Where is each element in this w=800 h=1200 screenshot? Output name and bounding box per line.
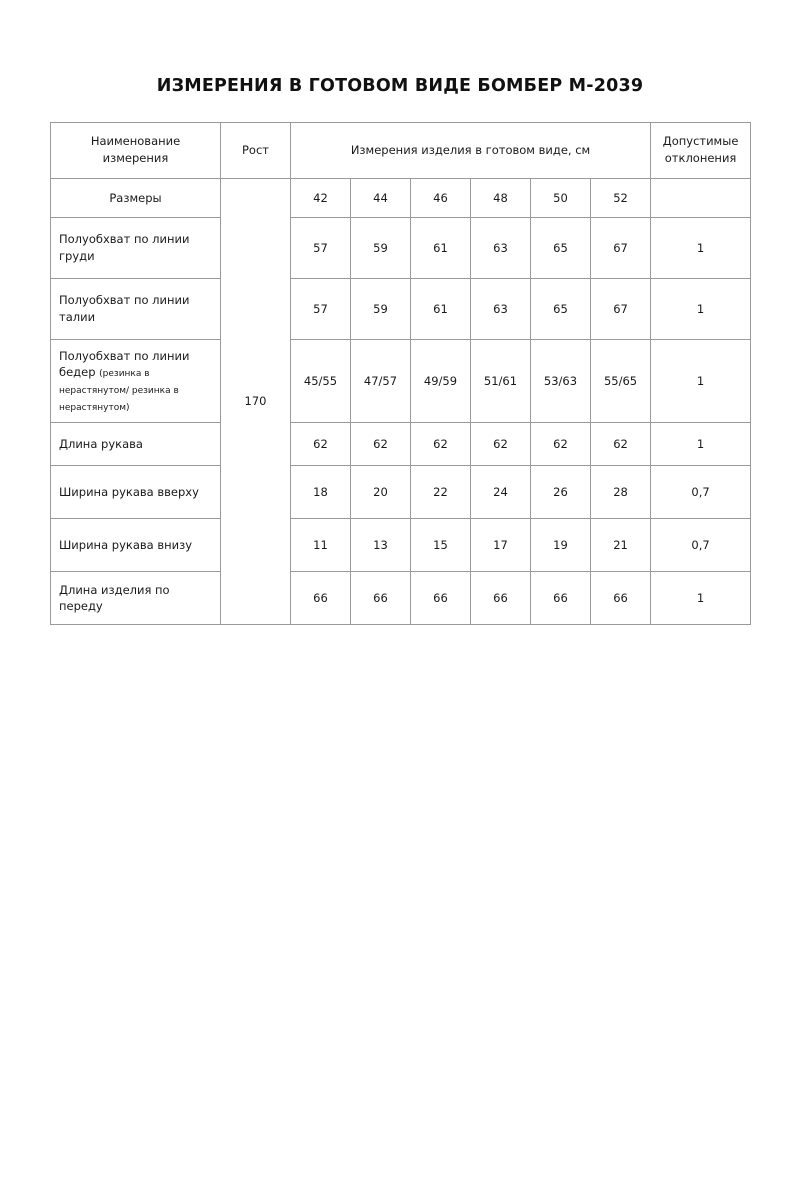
row-deviation: 0,7 [651, 466, 751, 519]
row-value: 62 [291, 423, 351, 466]
table-row [51, 519, 751, 572]
row-name [51, 466, 221, 519]
size-value: 52 [591, 178, 651, 217]
size-value: 46 [411, 178, 471, 217]
row-value: 66 [471, 572, 531, 625]
row-value: 62 [531, 423, 591, 466]
measurements-table [50, 122, 751, 625]
row-deviation: 0,7 [651, 519, 751, 572]
row-value: 66 [531, 572, 591, 625]
row-value: 63 [471, 278, 531, 339]
row-deviation: 1 [651, 278, 751, 339]
header-measurement-name [51, 123, 221, 179]
row-name [51, 519, 221, 572]
row-deviation: 1 [651, 572, 751, 625]
row-name-line2: бедер [59, 365, 96, 380]
row-value: 28 [591, 466, 651, 519]
row-name-line2: груди [59, 248, 95, 263]
row-value: 61 [411, 217, 471, 278]
row-name-line1: Длина изделия по [59, 582, 170, 597]
row-name-line1: Ширина рукава внизу [59, 537, 193, 552]
row-value: 63 [471, 217, 531, 278]
row-value: 62 [411, 423, 471, 466]
header-deviation [651, 123, 751, 179]
size-value: 42 [291, 178, 351, 217]
row-value: 65 [531, 278, 591, 339]
row-value: 26 [531, 466, 591, 519]
row-deviation: 1 [651, 423, 751, 466]
header-deviation-line2: отклонения [664, 151, 737, 166]
size-value: 44 [351, 178, 411, 217]
row-name-line1: Ширина рукава вверху [59, 484, 199, 499]
row-value: 67 [591, 217, 651, 278]
row-name [51, 572, 221, 625]
size-value: 48 [471, 178, 531, 217]
table-row [51, 466, 751, 519]
row-value: 57 [291, 217, 351, 278]
header-name-line2: измерения [102, 151, 169, 166]
row-value: 19 [531, 519, 591, 572]
row-value: 59 [351, 278, 411, 339]
row-name-sub: (резинка в нерастянутом/ резинка в нерастянутом) [59, 369, 179, 413]
row-value: 15 [411, 519, 471, 572]
row-value: 62 [351, 423, 411, 466]
row-name-line1: Полуобхват по линии [59, 231, 190, 246]
row-value: 47/57 [351, 339, 411, 423]
height-cell: 170 [221, 178, 291, 625]
row-value: 62 [591, 423, 651, 466]
row-value: 11 [291, 519, 351, 572]
row-value: 13 [351, 519, 411, 572]
row-value: 17 [471, 519, 531, 572]
row-name-line1: Полуобхват по линии [59, 348, 190, 363]
row-name-line2: талии [59, 309, 96, 324]
row-deviation: 1 [651, 339, 751, 423]
row-value: 18 [291, 466, 351, 519]
table-row-sizes [51, 178, 751, 217]
header-name-line1: Наименование [90, 134, 181, 148]
table-row [51, 278, 751, 339]
row-deviation: 1 [651, 217, 751, 278]
row-value: 57 [291, 278, 351, 339]
table-row [51, 339, 751, 423]
row-value: 65 [531, 217, 591, 278]
page-title: ИЗМЕРЕНИЯ В ГОТОВОМ ВИДЕ БОМБЕР М-2039 [156, 76, 644, 96]
table-header-row [51, 123, 751, 179]
row-name [51, 339, 221, 423]
table-row [51, 217, 751, 278]
row-value: 66 [411, 572, 471, 625]
row-name-line1: Полуобхват по линии [59, 292, 190, 307]
row-value: 45/55 [291, 339, 351, 423]
header-measurements-span: Измерения изделия в готовом виде, см [291, 123, 651, 179]
row-value: 66 [591, 572, 651, 625]
row-name-line2: переду [59, 599, 103, 614]
row-value: 49/59 [411, 339, 471, 423]
row-value: 66 [351, 572, 411, 625]
size-value: 50 [531, 178, 591, 217]
row-value: 66 [291, 572, 351, 625]
row-value: 62 [471, 423, 531, 466]
row-value: 67 [591, 278, 651, 339]
row-name [51, 278, 221, 339]
row-value: 21 [591, 519, 651, 572]
row-value: 20 [351, 466, 411, 519]
row-name [51, 217, 221, 278]
row-name-line1: Длина рукава [59, 436, 143, 451]
sizes-deviation-empty [651, 178, 751, 217]
header-deviation-line1: Допустимые [662, 134, 739, 148]
row-value: 51/61 [471, 339, 531, 423]
row-value: 61 [411, 278, 471, 339]
row-name [51, 423, 221, 466]
row-value: 22 [411, 466, 471, 519]
table-row [51, 572, 751, 625]
row-value: 53/63 [531, 339, 591, 423]
row-value: 24 [471, 466, 531, 519]
table-row [51, 423, 751, 466]
header-height: Рост [221, 123, 291, 179]
sizes-label: Размеры [51, 178, 221, 217]
row-value: 55/65 [591, 339, 651, 423]
row-value: 59 [351, 217, 411, 278]
measurements-table-wrapper [50, 122, 750, 625]
